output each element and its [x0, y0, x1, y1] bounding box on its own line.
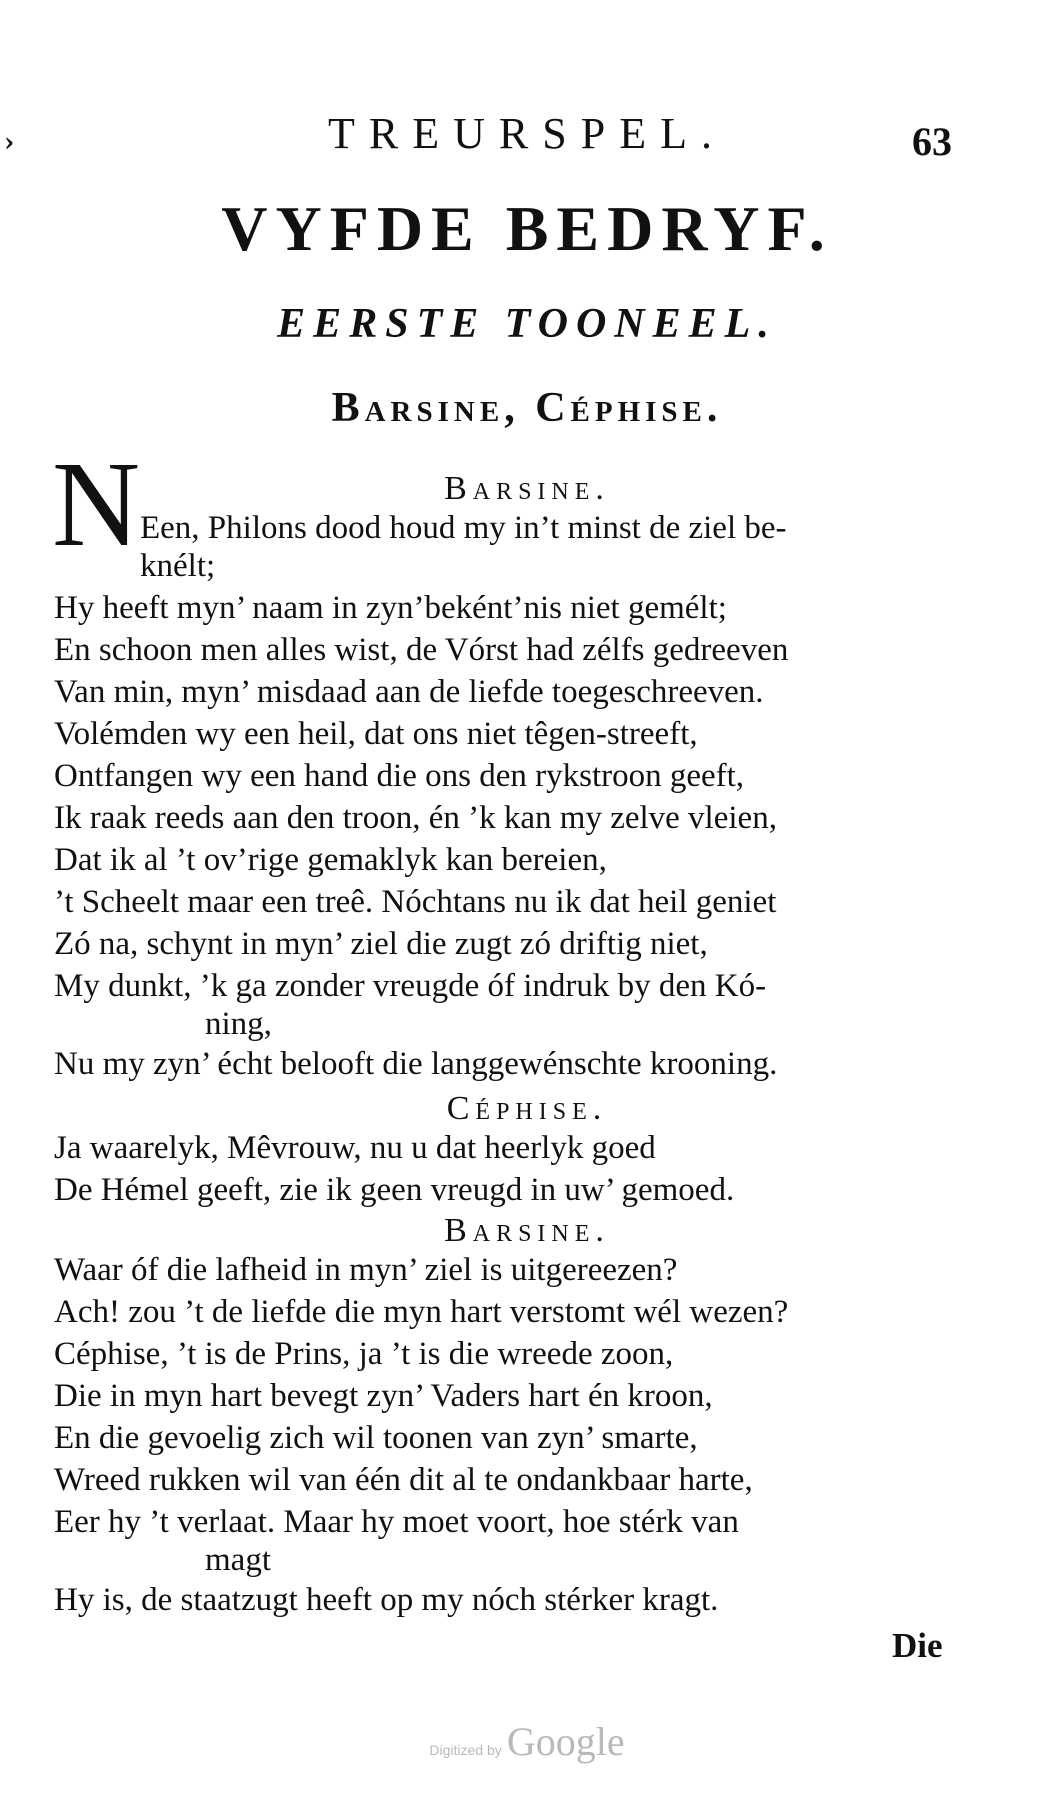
verse-line-11-turnover: ning,: [205, 1006, 272, 1042]
verse-line-12: Nu my zyn’ écht belooft die langgewénschte krooning.: [54, 1046, 778, 1082]
verse-line-10: Zó na, schynt in myn’ ziel die zugt zó driftig niet,: [54, 926, 708, 962]
running-title: TREURSPEL.: [328, 109, 726, 158]
verse-line-18: Die in myn hart bevegt zyn’ Vaders hart én kroon,: [54, 1378, 713, 1414]
cast-list: Barsine, Céphise.: [331, 385, 723, 431]
verse-line-15: Waar óf die lafheid in myn’ ziel is uitgereezen?: [54, 1252, 678, 1288]
verse-line-4: Van min, myn’ misdaad aan de liefde toegeschreeven.: [54, 674, 764, 710]
verse-line-1: Een, Philons dood houd my in’t minst de ziel be-: [140, 510, 787, 546]
watermark-prefix: Digitized by: [429, 1742, 502, 1758]
verse-line-5: Volémden wy een heil, dat ons niet têgen-streeft,: [54, 716, 698, 752]
digitized-watermark: [0, 1718, 1054, 1765]
speaker-barsine-2: Barsine.: [444, 1212, 610, 1249]
act-title: VYFDE BEDRYF.: [221, 193, 833, 264]
page-number: 63: [912, 119, 952, 164]
verse-line-22: Hy is, de staatzugt heeft op my nóch stérker kragt.: [54, 1582, 719, 1618]
verse-line-2: Hy heeft myn’ naam in zyn’beként’nis niet gemélt;: [54, 590, 727, 626]
scene-title: EERSTE TOONEEL.: [277, 301, 777, 347]
margin-mark: ›: [4, 128, 15, 158]
verse-line-9: ’t Scheelt maar een treê. Nóchtans nu ik dat heil geniet: [54, 884, 777, 920]
verse-line-17: Céphise, ’t is de Prins, ja ’t is die wreede zoon,: [54, 1336, 674, 1372]
speaker-barsine-1: Barsine.: [444, 470, 610, 507]
watermark-brand: Google: [506, 1719, 625, 1764]
verse-line-19: En die gevoelig zich wil toonen van zyn’ smarte,: [54, 1420, 698, 1456]
verse-line-21-turnover: magt: [205, 1542, 271, 1578]
verse-line-21: Eer hy ’t verlaat. Maar hy moet voort, hoe stérk van: [54, 1504, 739, 1540]
verse-line-16: Ach! zou ’t de liefde die myn hart verstomt wél wezen?: [54, 1294, 789, 1330]
verse-line-3: En schoon men alles wist, de Vórst had zélfs gedreeven: [54, 632, 789, 668]
verse-line-11: My dunkt, ’k ga zonder vreugde óf indruk by den Kó-: [54, 968, 767, 1004]
verse-line-6: Ontfangen wy een hand die ons den rykstroon geeft,: [54, 758, 745, 794]
drop-cap: N: [52, 437, 141, 572]
speaker-cephise: Céphise.: [446, 1090, 608, 1127]
verse-line-8: Dat ik al ’t ov’rige gemaklyk kan bereien,: [54, 842, 607, 878]
verse-line-14: De Hémel geeft, zie ik geen vreugd in uw’ gemoed.: [54, 1172, 735, 1208]
verse-line-7: Ik raak reeds aan den troon, én ’k kan my zelve vleien,: [54, 800, 777, 836]
verse-line-1-turnover: knélt;: [140, 548, 216, 584]
catchword: Die: [892, 1626, 943, 1665]
verse-line-20: Wreed rukken wil van één dit al te ondankbaar harte,: [54, 1462, 753, 1498]
verse-line-13: Ja waarelyk, Mêvrouw, nu u dat heerlyk goed: [54, 1130, 656, 1166]
